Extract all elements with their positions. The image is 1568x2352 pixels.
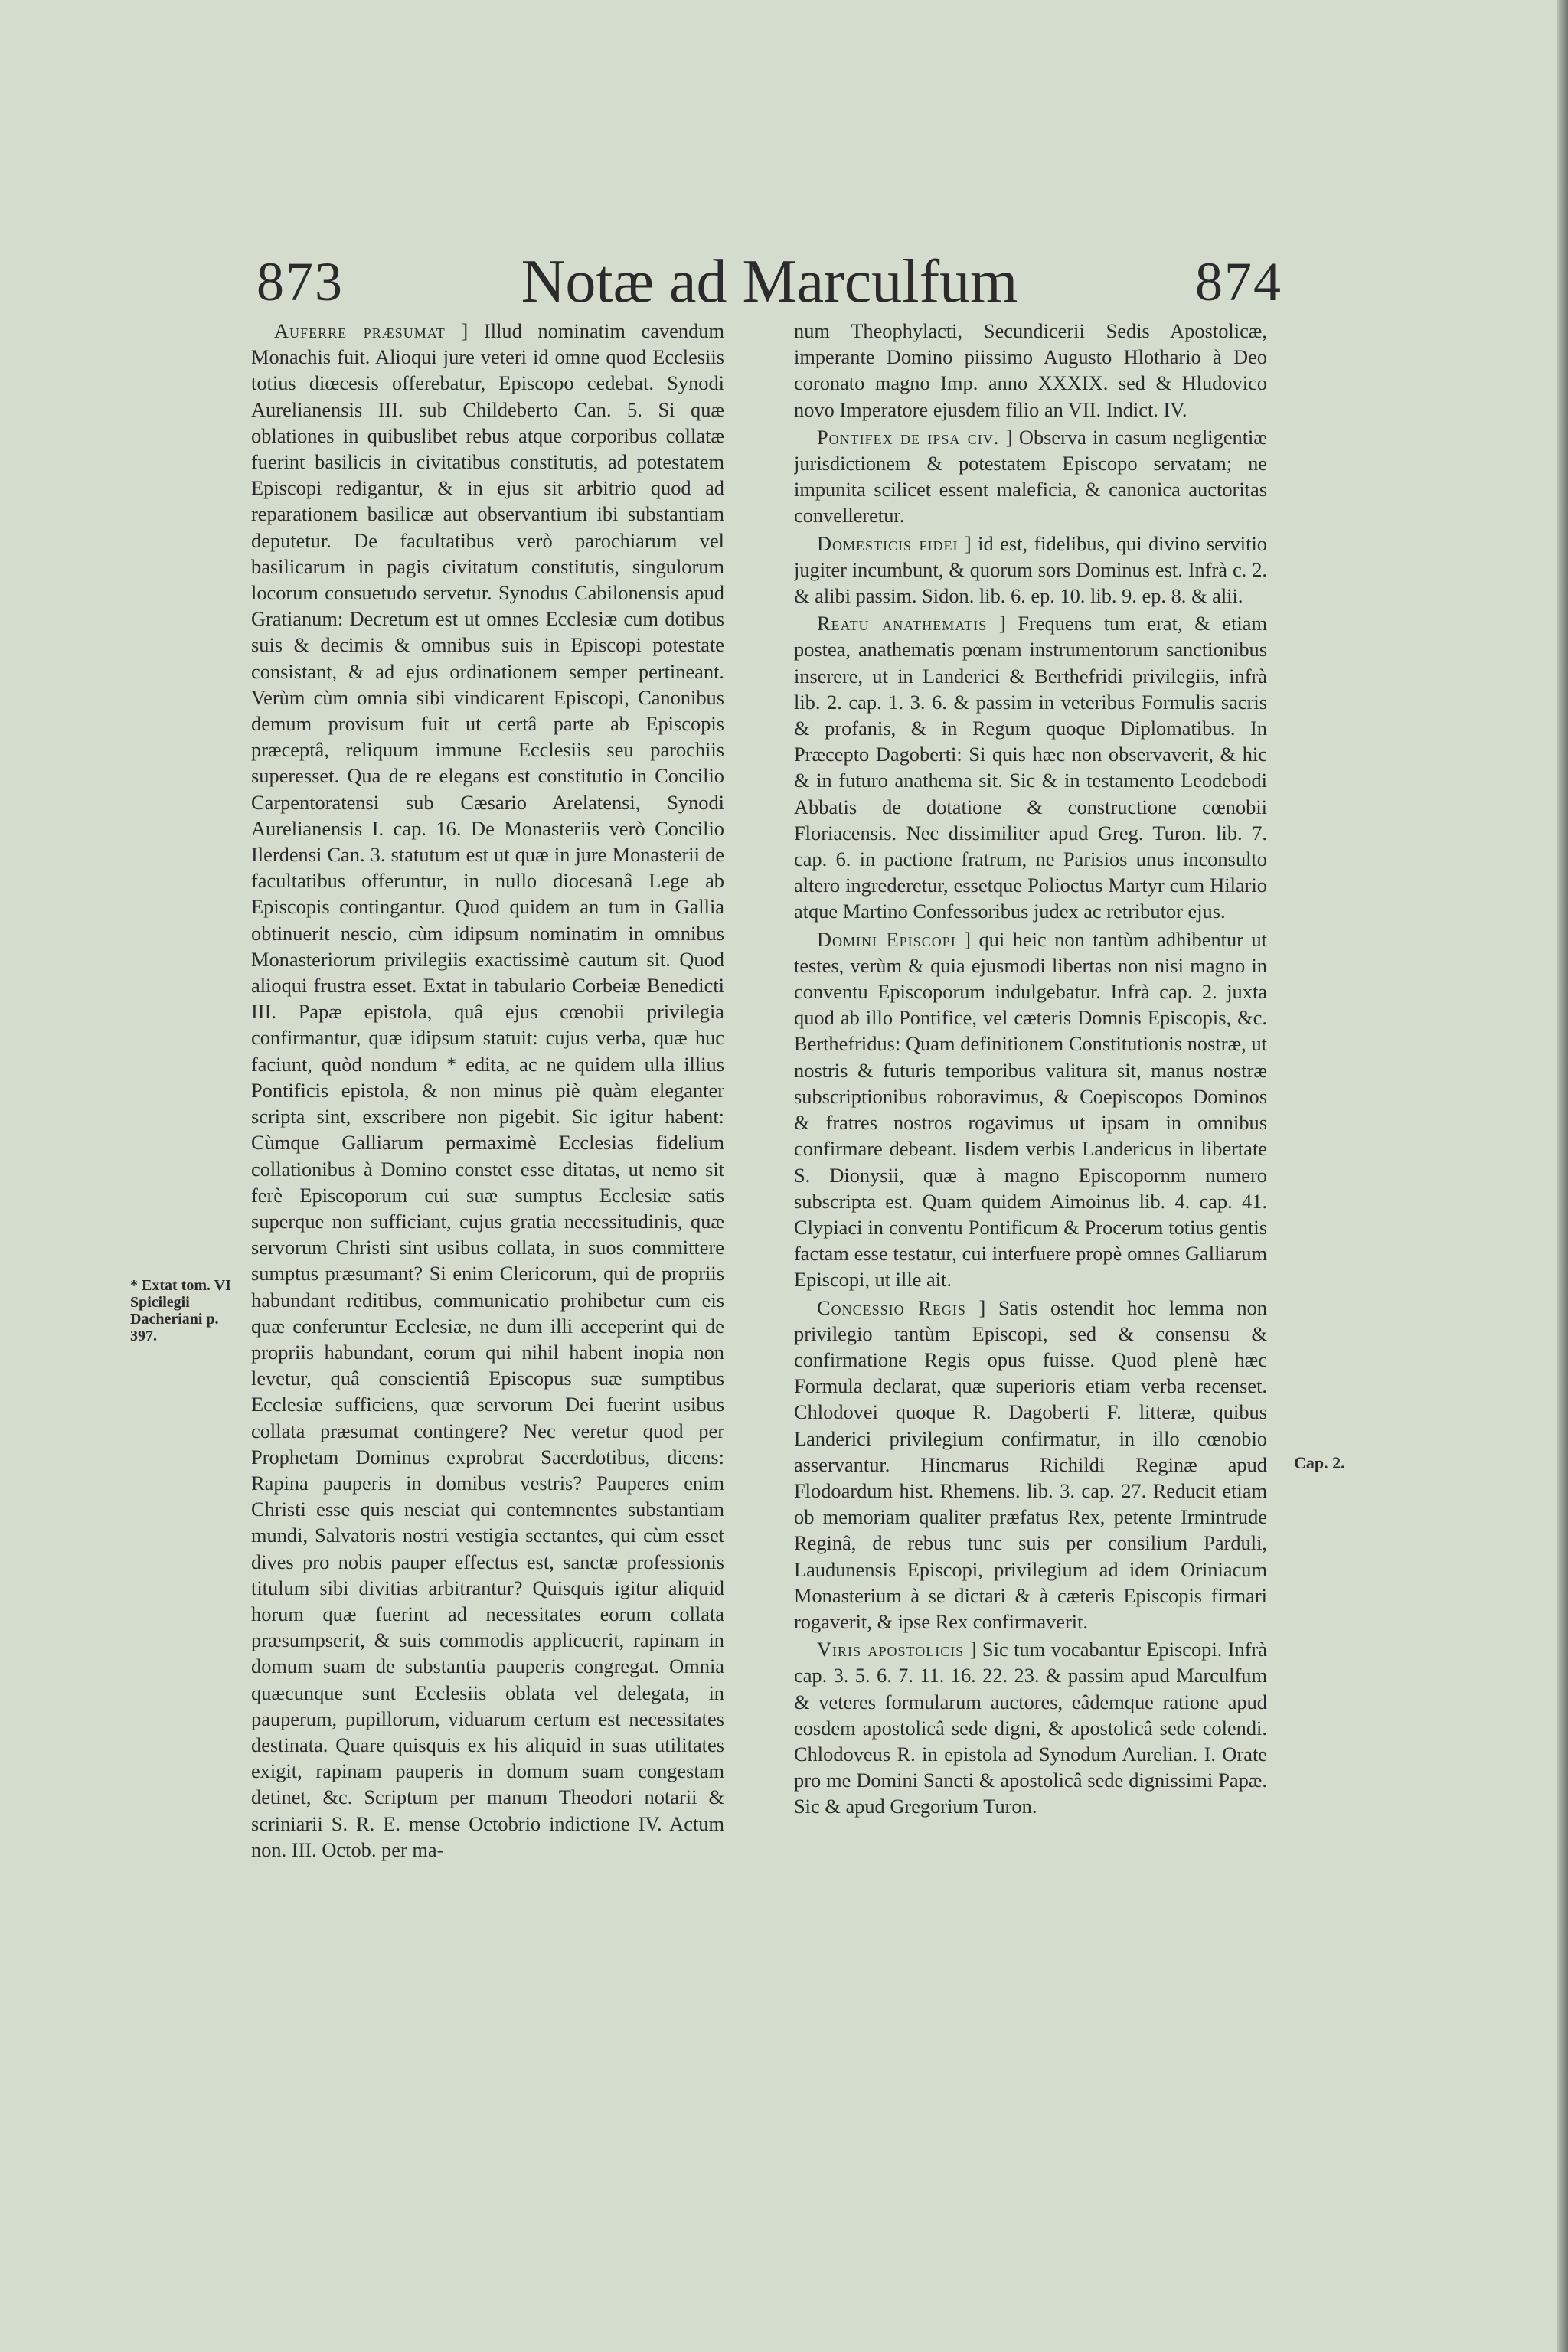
- paragraph: [794, 531, 1267, 609]
- lemma: Viris apostolicis: [817, 1638, 965, 1661]
- paragraph-text: ] id est, fidelibus, qui divino servitio jugiter incumbunt, & quorum sors Dominus est. Infrà c. 2. & alibi passim. Sidon. lib. 6. ep. 10. lib. 9. ep. 8. & alii.: [794, 531, 1267, 608]
- paragraph: [794, 926, 1267, 1293]
- right-column: [794, 318, 1267, 2186]
- paragraph: [794, 1636, 1267, 1819]
- paragraph-text: ] Observa in casum negligentiæ jurisdictionem & potestatem Episcopo servatam; ne impunita scilicet essent maleficia, & canonica auctoritas convelleretur.: [794, 425, 1267, 528]
- lemma: Auferre præsumat: [274, 319, 446, 342]
- lemma: Domini Episcopi: [817, 927, 956, 951]
- paragraph: [794, 1295, 1267, 1635]
- lemma: Concessio Regis: [817, 1295, 966, 1319]
- paragraph: [794, 318, 1267, 423]
- paragraph-text: ] Frequens tum erat, & etiam postea, anathematis pœnam instrumentorum sanctionibus inserere, ut in Landerici & Berthefridi privilegiis, infrà lib. 2. cap. 1. 3. 6. & passim in veteribus Formulis sacris & profanis, & in Regum quoque Diplomatibus. In Præcepto Dagoberti: Si quis hæc non observaverit, & hic & in futuro anathema sit. Sic & in testamento Leodebodi Abbatis de dotatione & constructione cœnobii Floriacensis. Nec dissimiliter apud Greg. Turon. lib. 7. cap. 6. in pactione fratrum, ne Parisios unus inconsulto altero ingrederetur, essetque Polioctus Martyr cum Hilario atque Martino Confessoribus judex ac retributor ejus.: [794, 612, 1267, 923]
- book-spine-shadow: [1557, 0, 1568, 2352]
- paragraph: [251, 318, 724, 1863]
- page-header: [256, 243, 1282, 320]
- lemma: Pontifex de ipsa civ.: [817, 425, 1000, 449]
- margin-note: * Extat tom. VI Spicilegii Dacheriani p. 397.: [130, 1277, 231, 1344]
- paragraph-text: num Theophylacti, Secundicerii Sedis Apostolicæ, imperante Domino piissimo Augusto Hlothario à Deo coronato magno Imp. anno XXXIX. sed & Hludovico novo Imperatore ejusdem filio an VII. Indict. IV.: [794, 319, 1267, 421]
- page-number-left: 873: [256, 251, 344, 312]
- paragraph-text: ] Sic tum vocabantur Episcopi. Infrà cap. 3. 5. 6. 7. 11. 16. 22. 23. & passim apud Marculfum & veteres formularum auctores, eâdemque ratione apud eosdem apostolicâ sede digni, & apostolicâ sede colendi. Chlodoveus R. in epistola ad Synodum Aurelian. I. Orate pro me Domini Sancti & apostolicâ sede dignissimi Papæ. Sic & apud Gregorium Turon.: [794, 1638, 1267, 1818]
- lemma: Domesticis fidei: [817, 531, 959, 555]
- paragraph: [794, 424, 1267, 529]
- left-column: [251, 318, 724, 2186]
- page-title: Notæ ad Marculfum: [521, 248, 1018, 315]
- lemma: Reatu anathematis: [817, 612, 988, 635]
- margin-reference: Cap. 2.: [1294, 1453, 1345, 1472]
- paragraph-text: ] Illud nominatim cavendum Monachis fuit. Alioqui jure veteri id omne quod Ecclesiis totius diœcesis offerebatur, Episcopo cedebat. Synodi Aurelianensis III. sub Childeberto Can. 5. Si quæ oblationes in quibuslibet rebus atque corporibus collatæ fuerint basilicis in civitatibus constitutis, ad potestatem Episcopi redigantur, & in ejus sit arbitrio quod ad reparationem basilicæ aut observantium ibi substantiam deputetur. De facultatibus verò parochiarum vel basilicarum in pagis civitatum constitutis, singulorum locorum consuetudo servetur. Synodus Cabilonensis apud Gratianum: Decretum est ut omnes Ecclesiæ cum dotibus suis & decimis & omnibus suis in Episcopi potestate consistant, & ad ejus ordinationem semper pertineant. Verùm cùm omnia sibi vindicarent Episcopi, Canonibus demum provisum fuit ut certâ parte ab Episcopis præceptâ, reliquum immune Ecclesiis seu parochiis superesset. Qua de re elegans est constitutio in Concilio Carpentoratensi sub Cæsario Arelatensi, Synodi Aurelianensis I. cap. 16. De Monasteriis verò Concilio Ilerdensi Can. 3. statutum est ut quæ in jure Monasterii de facultatibus offeruntur, in nullo diocesanâ Lege ab Episcopis contingantur. Quod quidem an tum in Gallia obtinuerit nescio, cùm idipsum nominatim in omnibus Monasteriorum privilegiis exactissimè cautum sit. Quod alioqui frustra esset. Extat in tabulario Corbeiæ Benedicti III. Papæ epistola, quâ ejus cœnobii privilegia confirmantur, quæ idipsum statuit: cujus verba, quæ huc faciunt, quòd nondum * edita, ac ne quidem ulla illius Pontificis epistola, & non minus piè quàm eleganter scripta sint, exscribere non pigebit. Sic igitur habent: Cùmque Galliarum permaximè Ecclesias fidelium collationibus à Domino constet esse ditatas, ut nemo sit ferè Episcoporum cui suæ sumptus Ecclesiæ satis superque non sufficiant, cujus gratia necessitudinis, quæ servorum Christi sint usibus collata, in suos committere sumptus præsumant? Si enim Clericorum, qui de propriis habundant reditibus, communicatio prohibetur cum eis quæ conferuntur Ecclesiæ, ne dum illi acceperint qui de propriis habundant, eorum qui nihil habent inopia non levetur, quâ conscientiâ Episcopus suæ sumptibus Ecclesiæ sufficiens, quæ servorum Dei fuerint usibus collata præsumat contingere? Nec veretur quod per Prophetam Dominus exprobrat Sacerdotibus, dicens: Rapina pauperis in domibus vestris? Pauperes enim Christi esse quis nesciat qui contemnentes substantiam mundi, Salvatoris nostri vestigia sectantes, qui cùm esset dives pro nobis pauper effectus est, sanctæ professionis titulum sibi divitias arbitrantur? Quisquis igitur aliquid horum quæ fuerint ad necessitates eorum collata præsumpserit, & suis commodis applicuerit, rapinam in domum suam de substantia pauperis congregat. Omnia quæcunque sunt Ecclesiis oblata vel delegata, in pauperum, pupillorum, viduarum certum est necessitates destinata. Quare quisquis ex his aliquid in suas utilitates exigit, rapinam pauperis in domum suam congestam detinet, &c. Scriptum per manum Theodori notarii & scriniarii S. R. E. mense Octobrio indictione IV. Actum non. III. Octob. per ma-: [251, 319, 724, 1861]
- page-number-right: 874: [1195, 251, 1282, 312]
- paragraph-text: ] Satis ostendit hoc lemma non privilegio tantùm Episcopi, sed & consensu & confirmatione Regis opus fuisse. Quod plenè hæc Formula declarat, quæ superioris etiam verba recenset. Chlodovei quoque R. Dagoberti F. litteræ, quibus Landerici privilegium confirmatur, in illo cœnobio asservantur. Hincmarus Richildi Reginæ apud Flodoardum hist. Rhemens. lib. 3. cap. 27. Reducit etiam ob memoriam qualiter præfatus Rex, petente Irmintrude Reginâ, de rebus tunc suis per consilium Parduli, Laudunensis Episcopi, privilegium ad idem Oriniacum Monasterium à se dictari & à cæteris Episcopis firmari rogaverit, & ipse Rex confirmaverit.: [794, 1295, 1267, 1633]
- paragraph-text: ] qui heic non tantùm adhibentur ut testes, verùm & quia ejusmodi libertas non nisi magno in conventu Episcoporum indulgebatur. Infrà cap. 2. juxta quod ab illo Pontifice, vel cæteris Domnis Episcopis, &c. Berthefridus: Quam definitionem Constitutionis nostræ, ut nostris & futuris temporibus valitura sit, manus nostræ subscriptionibus roboravimus, & Coepiscopos Dominos & fratres nostros rogavimus ut ipsam in omnibus confirmare debeant. Iisdem verbis Landericus in libertate S. Dionysii, quæ à magno Episcopornm numero subscripta est. Quam quidem Aimoinus lib. 4. cap. 41. Clypiaci in conventu Pontificum & Procerum totius gentis factam esse testatur, cui interfuere propè omnes Galliarum Episcopi, ut ille ait.: [794, 927, 1267, 1292]
- paragraph: [794, 610, 1267, 924]
